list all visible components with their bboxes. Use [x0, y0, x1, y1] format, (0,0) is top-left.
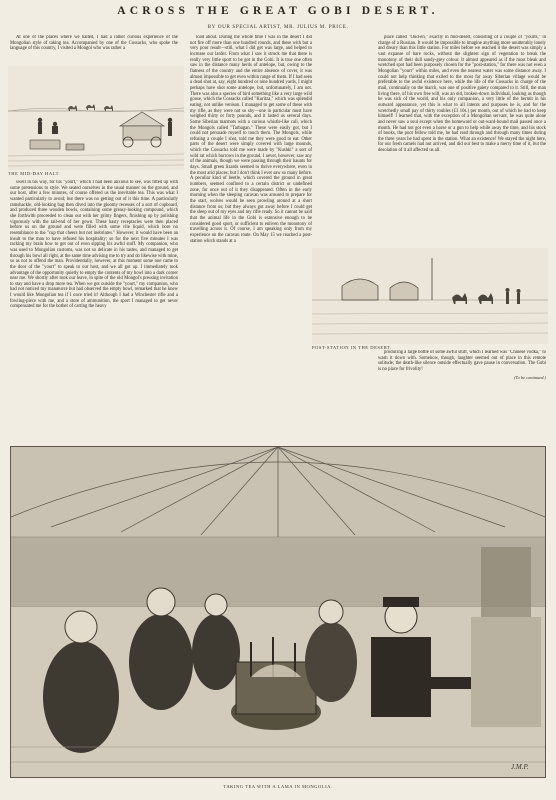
column-1-intro — [10, 35, 178, 65]
column-3-bottom — [378, 350, 546, 438]
to-be-continued: (To be continued.) — [514, 374, 546, 380]
taking-tea-drawing — [11, 447, 545, 777]
column-2-inset-space — [316, 37, 368, 249]
illustration-midday-halt — [8, 66, 184, 170]
midday-halt-drawing — [8, 66, 184, 170]
headline: ACROSS THE GREAT GOBI DESERT. — [117, 5, 439, 17]
artist-signature: J.M.P. — [511, 763, 529, 771]
caption-post-station: POST-STATION IN THE DESERT. — [312, 345, 392, 350]
column-3-top — [378, 35, 546, 245]
caption-midday-halt: THE MID-DAY HALT. — [8, 171, 61, 176]
column-1-intro-text: At one of the places where we halted, I had a rather curious experience of the Mongolian style of taking tea. Accompanied by one of the Cossacks, who spoke the language of this country, I visited a Mongol who was rather a — [10, 35, 178, 52]
post-station-drawing — [312, 248, 548, 344]
caption-taking-tea: TAKING TEA WITH A LAMA IN MONGOLIA. — [223, 784, 333, 789]
column-2-text: load about. During the whole time I was in the desert I did not fire off more than one hundred rounds, and these with but a very poor result—still, what I did get was large, and helped to increase our larder. From what I saw it struck me that there is really very little sport to be got in the Gobi. It is true one often saw in the distance many herds of antelope, but, owing to the flatness of the country and the entire absence of cover, it was almost impossible to get even within range of them. If I had seen a dead shot at, say, eight hundred or nine hundred yards, I might perhaps have shot some antelope, but, unfortunately, I am not. There was also a species of bird something like a very large wild goose, which the Cossacks called "Kuritza," which was splendid eating, not unlike venison. I managed to get some of these with my rifle, as they were not so shy—one in particular must have weighed thirty or forty pounds, and it lasted us several days. Some Siberian marmots with a curious whistle-like call, which the Mongols called "Tarbagan." These were easily got, but I could not persuade myself to touch them. The Mongols, while refusing a couple I shot, told me they were good to eat. Other parts of the desert were simply covered with large mounds, which the Cossacks told me were made by "Kushki" a sort of wild rat which burrows in the ground. I never, however, saw any of the animals, though we were passing through their haunts for days. Small green lizards seemed to thrive everywhere, even in the most arid places; but I don't think I ever saw so many before. A peculiar kind of beetle, which covered the ground in great numbers, seemed confined to a certain district or undefined zone, for once out of it they disappeared. Often in the early morning when the sleeping caravan was aroused to prepare for the start, wolves would be seen prowling around at a short distance from us; but they always got away before I could get the sleep out of my eyes and my rifle ready. So it cannot be said that the animal life in the Gobi is extensive enough to be considered good sport, or sufficient to enliven the monotony of travelling across it. Of course, I am speaking only from my experience on the caravan route. On May 15 we reached a post-station which stands at a — [190, 35, 312, 244]
column-2 — [190, 35, 368, 432]
column-1-body-text: swell in his way, for his "yourt," which I had been anxious to see, was fitted up with some pretensions to style. We seated ourselves in the usual manner on the ground, and our host, after a few minutes, of course offered us the inevitable tea. This was what I wanted particularly to avoid; but there was no getting out of it this time. A particularly ramshackle, old-looking bag then dived into the gloomy recesses of a sort of cupboard, and produced three wooden bowls, containing some greasy-looking compound, which she forthwith proceeded to clean out with her grimy fingers, finishing up by polishing vigorously with the tail-end of her gown. These hasty receptacles were then placed before us on the ground and were filled with some vile liquid, which bore no resemblance to the "cup that cheers but not inebriates." However, it would have been an insult to the man to have refused his hospitality; so for the next five minutes I was racking my brain how to get out of even sipping his awful stuff. My companion, who was used to Mongolian customs, was not so delicate in his tastes, and managed to get through his bowl all right, at the same time advising me to try and do likewise with mine, so as not to offend the man. Providentially, however, at this moment some one came to the door of the "yourt" to speak to our host, and we all got up. I immediately took advantage of the opportunity quietly to empty the contents of my bowl into a dark corner near me. We shortly after took our leave, in spite of the old Mongol's pressing invitation to stay and have a drop more tea. When we got outside the "yourt," my companion, who had not noticed my manœuvre but had observed the empty bowl, remarked that he knew I would like Mongolian tea if I once tried it! Although I had a Winchester rifle and a fowling-piece with me, and a store of ammunition, the sport I managed to get never compensated me for the bother of carting the heavy — [10, 180, 178, 310]
column-3-bottom-text: producing a large bottle of some awful stuff, which I learned was "Chinese vodka," to wash it down with. Somehow, though, laughter seemed out of place in this remote solitude; the death-like silence outside effectually gave pause in conversation. The Gobi is no place for frivolity! — [378, 350, 546, 372]
illustration-post-station — [312, 248, 548, 344]
column-3-top-text: place called "Oud-en," exactly in mid-desert, consisting of a couple of "yourts," in charge of a Russian. It would be impossible to imagine anything more unutterably lonely and dreary than this little station. For miles before we reached it the desert was simply a vast expanse of bare rocks, without the slightest sign of vegetation to break the monotony of their dull sandy-grey colour. It almost appeared as if the most bleak and wretched spot had been purposely chosen for the "post-station," for there was not even a Mongolian "yourt" within miles, and even the nearest water was some distance away. I could not help thinking that exiled to the most far away Siberian village would be preferable to the awful existence here, while the life of the Cossacks in charge of the mail, continually on the march, was one of positive gaiety compared to it. Still, the man living there, of his own free will, was an old, broken-down individual, looking as though he was sick of the world, and his only companion, a very little of the hermit in his outward appearance, yet this is what to all intents and purposes he is, and for the wretchedly small pay of thirty roubles (£3 10s.) per month, out of which he had to keep himself! I learned that, with the exception of a Mongolian servant, he was quite alone and never saw a soul except when the homeward or out-ward-bound mail passed once a month. He had not got even a horse or a gun to help while away the time, and his stock of books, the poor fellow told me, he had read through and through many times during the three years he had spent in the station. What an existence! We stayed the night here, for our fresh camels had not arrived, and did our best to make a merry time of it, but the desolation of it all affected us all. — [378, 35, 546, 154]
illustration-taking-tea — [10, 446, 546, 778]
column-1-body — [10, 180, 178, 432]
byline: BY OUR SPECIAL ARTIST, MR. JULIUS M. PRICE. — [207, 24, 349, 30]
